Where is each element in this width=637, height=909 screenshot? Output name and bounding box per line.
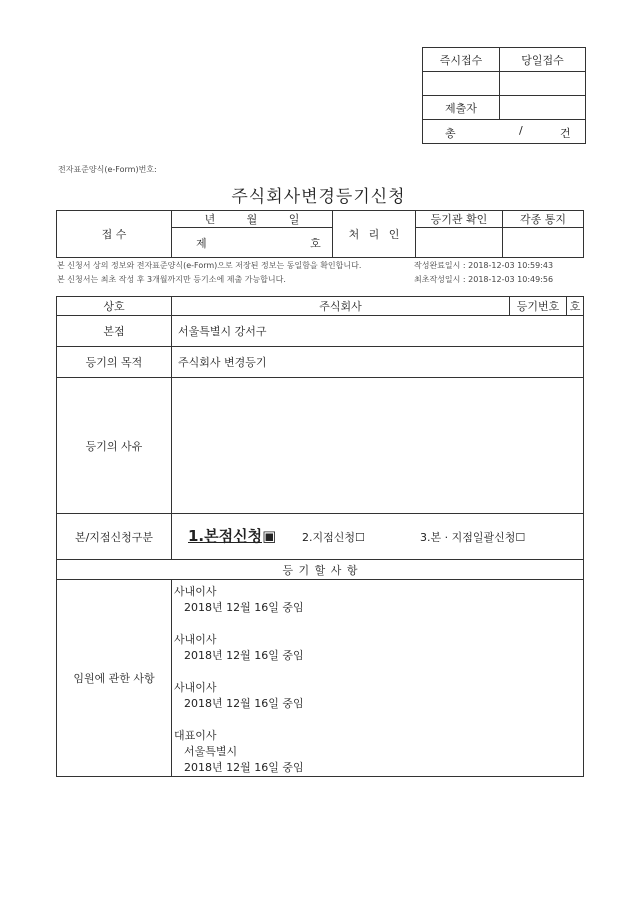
sameday-receipt-label: 당일접수 bbox=[500, 48, 586, 72]
note-line2: 본 신청서는 최초 작성 후 3개월까지만 등기소에 제출 가능합니다. bbox=[57, 275, 286, 284]
created-time: 작성완료일시 : 2018-12-03 10:59:43 bbox=[414, 261, 554, 270]
processor-label: 처 리 인 bbox=[333, 211, 416, 258]
branch-option-branch: 2.지점신청☐ bbox=[302, 531, 365, 544]
officer-role: 사내이사 bbox=[174, 633, 217, 646]
form-title: 주식회사변경등기신청 bbox=[231, 187, 406, 207]
officer-entry bbox=[174, 728, 583, 776]
officers-label: 임원에 관한 사항 bbox=[57, 580, 172, 777]
branch-option-head-office: 1.본점신청▣ bbox=[188, 527, 277, 545]
count-unit: 건 bbox=[560, 127, 571, 140]
officer-role: 사내이사 bbox=[174, 585, 217, 598]
purpose-label: 등기의 목적 bbox=[57, 347, 172, 378]
officer-address: 서울특별시 bbox=[184, 745, 238, 758]
total-row bbox=[423, 120, 586, 144]
officer-date: 2018년 12월 16일 중임 bbox=[184, 601, 304, 614]
notices-label: 각종 통지 bbox=[503, 211, 584, 228]
officer-date: 2018년 12월 16일 중임 bbox=[184, 761, 304, 774]
eform-number-label: 전자표준양식(e-Form)번호: bbox=[58, 165, 157, 174]
registry-check-label: 등기관 확인 bbox=[416, 211, 503, 228]
officer-date: 2018년 12월 16일 중임 bbox=[184, 649, 304, 662]
reception-label: 접 수 bbox=[57, 211, 172, 258]
head-office-value: 서울특별시 강서구 bbox=[172, 316, 584, 347]
items-header: 등 기 할 사 항 bbox=[57, 560, 584, 580]
branch-options bbox=[172, 514, 584, 560]
officer-entry bbox=[174, 680, 583, 712]
officer-entry bbox=[174, 584, 583, 616]
note-line1: 본 신청서 상의 정보와 전자표준양식(e-Form)으로 저장된 정보는 동일함을 확인합니다. bbox=[57, 261, 362, 270]
submitter-label: 제출자 bbox=[423, 96, 500, 120]
reg-no-value: 호 bbox=[567, 297, 584, 316]
reason-value bbox=[172, 378, 584, 514]
officer-entry bbox=[174, 632, 583, 664]
company-label: 상호 bbox=[57, 297, 172, 316]
branch-option-both: 3.본 · 지점일괄신청☐ bbox=[420, 531, 526, 544]
branch-label: 본/지점신청구분 bbox=[57, 514, 172, 560]
company-value: 주식회사 bbox=[172, 297, 510, 316]
officers-list bbox=[172, 580, 584, 777]
reception-date: 년 월 일 bbox=[172, 211, 333, 228]
reg-no-label: 등기번호 bbox=[510, 297, 567, 316]
total-label: 총 bbox=[445, 127, 456, 140]
first-created-time: 최초작성일시 : 2018-12-03 10:49:56 bbox=[414, 275, 554, 284]
registry-check-cell bbox=[416, 228, 503, 258]
reason-label: 등기의 사유 bbox=[57, 378, 172, 514]
officer-role: 대표이사 bbox=[174, 729, 217, 742]
notices-cell bbox=[503, 228, 584, 258]
officer-role: 사내이사 bbox=[174, 681, 217, 694]
submitter-cell bbox=[500, 96, 586, 120]
reception-table bbox=[56, 210, 584, 258]
immediate-receipt-cell bbox=[423, 72, 500, 96]
officer-date: 2018년 12월 16일 중임 bbox=[184, 697, 304, 710]
sameday-receipt-cell bbox=[500, 72, 586, 96]
immediate-receipt-label: 즉시접수 bbox=[423, 48, 500, 72]
receipt-box bbox=[422, 47, 586, 144]
reception-number: 제 호 bbox=[172, 228, 333, 258]
total-slash: / bbox=[519, 124, 523, 137]
head-office-label: 본점 bbox=[57, 316, 172, 347]
purpose-value: 주식회사 변경등기 bbox=[172, 347, 584, 378]
main-form-table bbox=[56, 296, 584, 777]
